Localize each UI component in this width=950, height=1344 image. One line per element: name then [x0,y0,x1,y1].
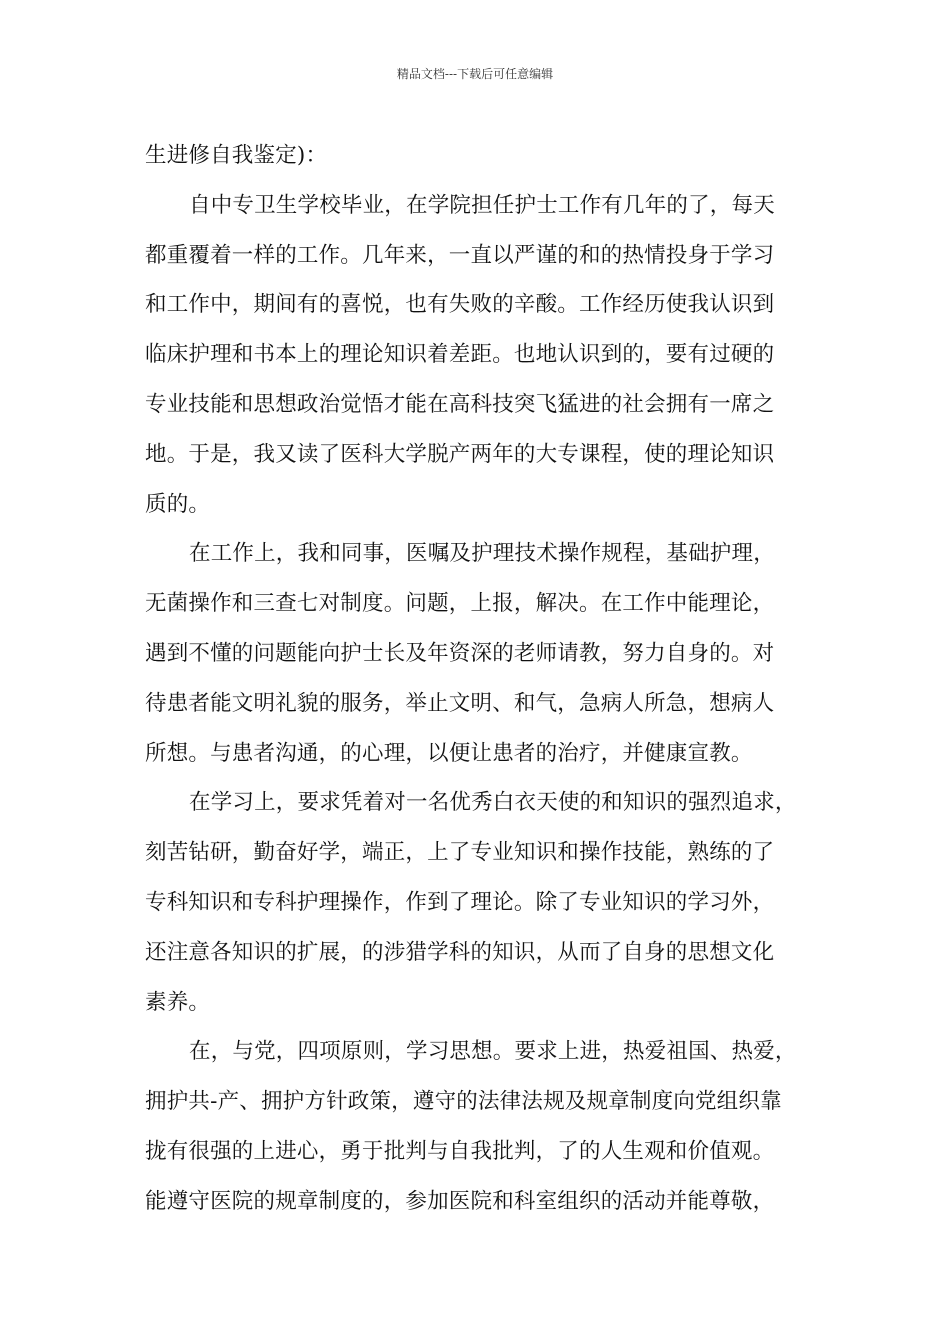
text-line: 质的。 [145,491,211,517]
text-line: 临床护理和书本上的理论知识着差距。也地认识到的，要有过硬的 [145,342,775,368]
page-header: 精品文档---下载后可任意编辑 [396,67,554,81]
text-line: 拥护共-产、拥护方针政策，遵守的法律法规及规章制度向党组织靠 [145,1089,782,1115]
text-line: 还注意各知识的扩展，的涉猎学科的知识，从而了自身的思想文化 [145,939,775,965]
text-line: 专科知识和专科护理操作，作到了理论。除了专业知识的学习外， [145,889,775,915]
text-line: 拢有很强的上进心，勇于批判与自我批判，了的人生观和价值观。 [145,1138,775,1164]
paragraph-first-line: 在，与党，四项原则，学习思想。要求上进，热爱祖国、热爱， [189,1039,797,1065]
paragraph-first-line: 在学习上，要求凭着对一名优秀白衣天使的和知识的强烈追求， [189,790,797,816]
paragraph-first-line: 在工作上，我和同事，医嘱及护理技术操作规程，基础护理， [189,541,775,567]
text-line: 刻苦钻研，勤奋好学，端正，上了专业知识和操作技能，熟练的了 [145,840,775,866]
text-line: 待患者能文明礼貌的服务，举止文明、和气，急病人所急，想病人 [145,690,775,716]
text-line: 生进修自我鉴定)： [145,143,328,168]
text-line: 能遵守医院的规章制度的，参加医院和科室组织的活动并能尊敬， [145,1188,775,1214]
text-line: 所想。与患者沟通，的心理，以便让患者的治疗，并健康宣教。 [145,740,753,766]
text-line: 都重覆着一样的工作。几年来，一直以严谨的和的热情投身于学习 [145,242,775,268]
text-line: 和工作中，期间有的喜悦，也有失败的辛酸。工作经历使我认识到 [145,292,775,318]
paragraph-first-line: 自中专卫生学校毕业，在学院担任护士工作有几年的了，每天 [189,192,775,218]
text-line: 地。于是，我又读了医科大学脱产两年的大专课程，使的理论知识 [145,441,775,467]
document-body [145,131,815,1227]
text-line: 专业技能和思想政治觉悟才能在高科技突飞猛进的社会拥有一席之 [145,391,775,417]
text-line: 无菌操作和三查七对制度。问题，上报，解决。在工作中能理论， [145,591,775,617]
text-line: 遇到不懂的问题能向护士长及年资深的老师请教，努力自身的。对 [145,640,775,666]
text-line: 素养。 [145,989,211,1015]
